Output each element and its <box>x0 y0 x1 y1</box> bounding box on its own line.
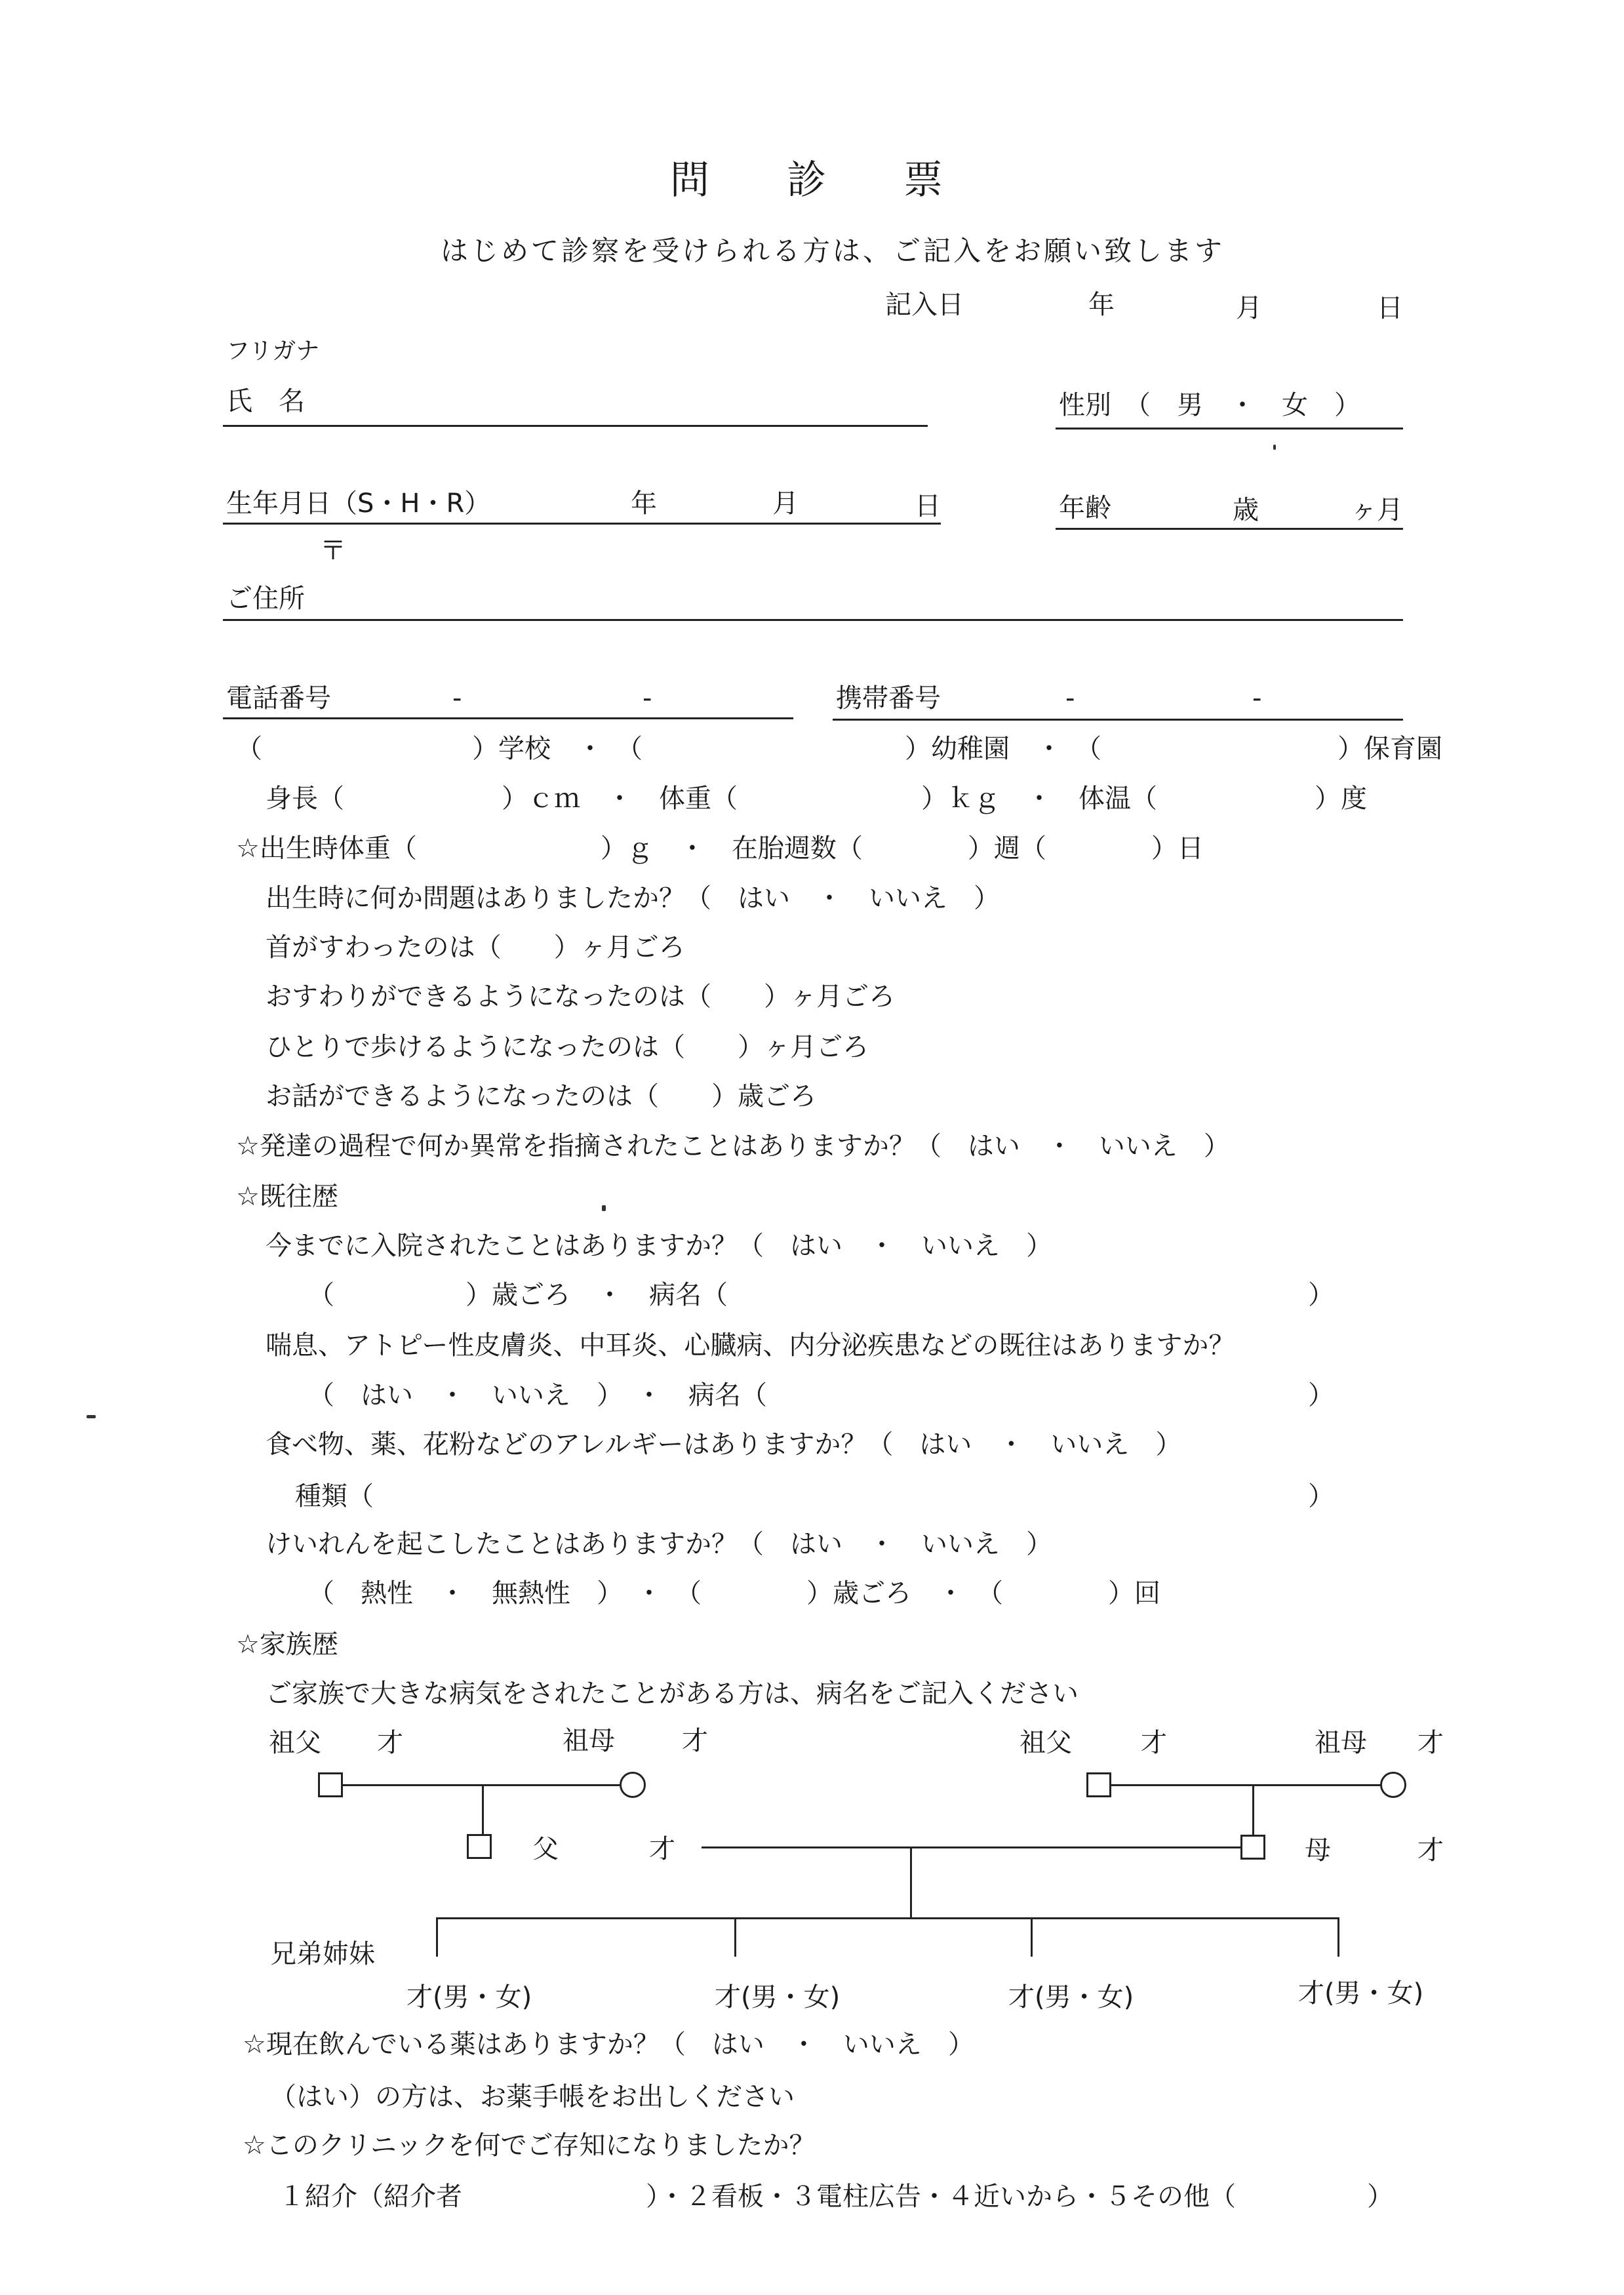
birth-weight-line: ☆出生時体重（ ）ｇ ・ 在胎週数（ ）週（ ）日 <box>236 833 1204 864</box>
paternal-grandfather-label: 祖父 <box>269 1728 321 1758</box>
mobile-field[interactable] <box>833 719 1403 721</box>
name-label: 氏 名 <box>226 386 305 416</box>
speck <box>602 1205 606 1211</box>
sibling-1-line <box>436 1917 438 1957</box>
referral-options: １紹介（紹介者 ）・２看板・３電柱広告・４近いから・５その他（ ） <box>279 2182 1393 2212</box>
maternal-descent-line <box>1252 1785 1254 1836</box>
date-month-unit: 月 <box>1236 293 1262 323</box>
address-label: ご住所 <box>226 584 305 614</box>
gender-label: 性別 （ 男 ・ 女 ） <box>1059 390 1360 420</box>
maternal-grandfather-square <box>1086 1772 1111 1797</box>
paternal-descent-line <box>482 1785 484 1834</box>
gender-field[interactable] <box>1056 428 1403 429</box>
phone-separator-2: - <box>643 683 652 713</box>
mother-square <box>1240 1835 1265 1860</box>
sibling-1-label: 才(男・女) <box>406 1982 532 2012</box>
phone-label: 電話番号 <box>226 683 331 713</box>
maternal-grandfather-label: 祖父 <box>1020 1728 1072 1758</box>
siblings-label: 兄弟姉妹 <box>270 1939 375 1969</box>
sibling-2-line <box>734 1917 736 1957</box>
allergy-question: 食べ物、薬、花粉などのアレルギーはありますか？（ はい ・ いいえ ） <box>266 1429 1182 1460</box>
hospitalization-question: 今までに入院されたことはありますか？（ はい ・ いいえ ） <box>266 1231 1052 1261</box>
birth-label: 生年月日（S・H・R） <box>226 489 491 519</box>
title-char-3: 票 <box>903 157 943 203</box>
hospitalization-detail: （ ）歳ごろ ・ 病名（ <box>308 1280 728 1310</box>
paternal-grandfather-age-unit: 才 <box>377 1728 403 1758</box>
mobile-separator-1: - <box>1065 683 1075 713</box>
history-heading: ☆既往歴 <box>236 1182 338 1212</box>
parents-marriage-line <box>702 1846 1240 1848</box>
speck <box>1273 445 1276 450</box>
paternal-grandmother-circle <box>620 1772 646 1798</box>
chronic-detail: （ はい ・ いいえ ） ・ 病名（ <box>308 1380 767 1410</box>
sibling-2-label: 才(男・女) <box>715 1982 841 2012</box>
father-label: 父 <box>532 1834 559 1864</box>
medicine-note: （はい）の方は、お薬手帳をお出しください <box>270 2082 795 2112</box>
children-descent-line <box>910 1848 912 1919</box>
age-field[interactable] <box>1056 528 1403 530</box>
neck-control-line: 首がすわったのは（ ）ヶ月ごろ <box>266 932 685 963</box>
sibling-3-label: 才(男・女) <box>1008 1982 1134 2012</box>
margin-mark <box>87 1415 96 1418</box>
mobile-separator-2: - <box>1252 683 1262 713</box>
medicine-question: ☆現在飲んでいる薬はありますか？（ はい ・ いいえ ） <box>243 2029 974 2060</box>
address-field[interactable] <box>223 619 1403 621</box>
sibling-4-label: 才(男・女) <box>1298 1978 1424 2008</box>
sibling-3-line <box>1031 1917 1033 1957</box>
furigana-label: フリガナ <box>226 338 320 365</box>
chronic-question: 喘息、アトピー性皮膚炎、中耳炎、心臓病、内分泌疾患などの既往はありますか？ <box>266 1330 1235 1361</box>
subtitle: はじめて診察を受けられる方は、ご記入をお願い致します <box>441 235 1225 267</box>
development-question: ☆発達の過程で何か異常を指摘されたことはありますか？（ はい ・ いいえ ） <box>236 1131 1230 1161</box>
father-age-unit: 才 <box>649 1834 675 1864</box>
maternal-grandmother-circle <box>1380 1772 1406 1798</box>
birth-year-unit: 年 <box>631 489 657 519</box>
height-weight-temp: 身長（ ）ｃｍ ・ 体重（ ）ｋｇ ・ 体温（ ）度 <box>266 784 1367 814</box>
age-years-unit: 歳 <box>1233 495 1259 525</box>
close-paren: ） <box>1308 1481 1334 1511</box>
title-char-1: 問 <box>670 157 709 203</box>
school-line: （ ）学校 ・ （ ）幼稚園 ・ （ ）保育園 <box>236 734 1442 764</box>
postal-mark: 〒 <box>320 536 346 566</box>
birth-month-unit: 月 <box>772 489 799 519</box>
siblings-bar <box>436 1917 1339 1919</box>
maternal-grandmother-age-unit: 才 <box>1417 1728 1444 1758</box>
birth-field[interactable] <box>223 523 941 525</box>
date-year-unit: 年 <box>1088 290 1115 320</box>
birth-problem-question: 出生時に何か問題はありましたか？（ はい ・ いいえ ） <box>266 883 1000 913</box>
walking-line: ひとりで歩けるようになったのは（ ）ヶ月ごろ <box>266 1032 869 1062</box>
seizure-question: けいれんを起こしたことはありますか？（ はい ・ いいえ ） <box>266 1529 1052 1559</box>
mother-label: 母 <box>1305 1835 1331 1866</box>
allergy-type-label: 種類（ <box>295 1481 374 1511</box>
paternal-grandmother-label: 祖母 <box>563 1726 615 1756</box>
talking-line: お話ができるようになったのは（ ）歳ごろ <box>266 1081 816 1111</box>
name-field[interactable] <box>223 425 928 427</box>
mother-age-unit: 才 <box>1417 1835 1444 1866</box>
referral-question: ☆このクリニックを何でご存知になりましたか？ <box>243 2130 816 2161</box>
age-months-unit: ヶ月 <box>1351 495 1403 525</box>
maternal-marriage-line <box>1111 1784 1381 1786</box>
paternal-grandmother-age-unit: 才 <box>682 1726 708 1756</box>
father-square <box>467 1834 492 1859</box>
title-char-2: 診 <box>787 157 826 203</box>
date-day-unit: 日 <box>1377 293 1403 323</box>
date-label: 記入日 <box>885 290 964 320</box>
birth-day-unit: 日 <box>915 491 941 521</box>
close-paren: ） <box>1308 1280 1334 1310</box>
family-instruction: ご家族で大きな病気をされたことがある方は、病名をご記入ください <box>266 1679 1079 1709</box>
phone-field[interactable] <box>223 717 793 719</box>
sibling-4-line <box>1337 1917 1339 1957</box>
paternal-grandfather-square <box>318 1772 343 1797</box>
family-heading: ☆家族歴 <box>236 1629 338 1660</box>
close-paren: ） <box>1308 1380 1334 1410</box>
seizure-detail: （ 熱性 ・ 無熱性 ） ・ （ ）歳ごろ ・ （ ）回 <box>308 1578 1160 1608</box>
sitting-line: おすわりができるようになったのは（ ）ヶ月ごろ <box>266 982 895 1012</box>
maternal-grandmother-label: 祖母 <box>1315 1728 1367 1758</box>
paternal-marriage-line <box>343 1784 620 1786</box>
phone-separator-1: - <box>452 683 462 713</box>
age-label: 年齢 <box>1059 493 1111 523</box>
maternal-grandfather-age-unit: 才 <box>1141 1728 1167 1758</box>
mobile-label: 携帯番号 <box>836 683 941 713</box>
